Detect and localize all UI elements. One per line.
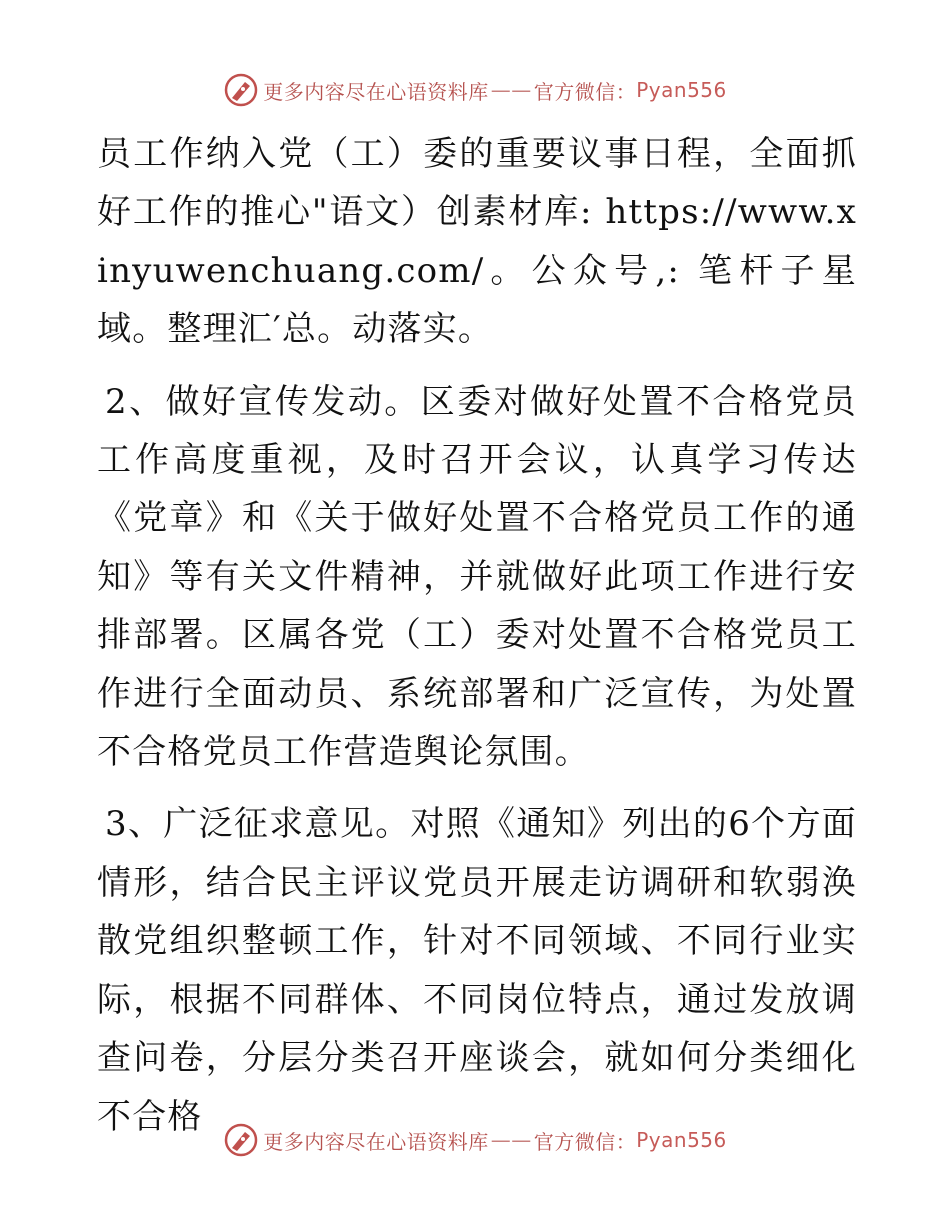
pen-nib-logo-icon	[223, 1122, 259, 1158]
pen-nib-logo-icon	[223, 72, 259, 108]
watermark-separator: ——	[490, 1128, 532, 1152]
document-body	[97, 125, 857, 1146]
paragraph-2: 2、做好宣传发动。区委对做好处置不合格党员工作高度重视，及时召开会议，认真学习传达《党章》和《关于做好处置不合格党员工作的通知》等有关文件精神，并就做好此项工作进行安排部署。区属各党（工）委对处置不合格党员工作进行全面动员、系统部署和广泛宣传，为处置不合格党员工作营造舆论氛围。	[97, 381, 857, 773]
paragraph-3: 3、广泛征求意见。对照《通知》列出的6个方面情形，结合民主评议党员开展走访调研和软弱涣散党组织整顿工作，针对不同领域、不同行业实际，根据不同群体、不同岗位特点，通过发放调查问卷，分层分类召开座谈会，就如何分类细化不合格	[97, 804, 857, 1137]
header-watermark	[0, 70, 950, 110]
watermark-wechat-id: Pyan556	[636, 1128, 727, 1152]
watermark-wechat-label: 官方微信：	[533, 79, 637, 104]
watermark-text: 更多内容尽在心语资料库	[263, 1129, 489, 1154]
watermark-wechat-label: 官方微信：	[533, 1129, 637, 1154]
watermark-text: 更多内容尽在心语资料库	[263, 79, 489, 104]
watermark-separator: ——	[490, 78, 532, 102]
watermark-wechat-id: Pyan556	[636, 78, 727, 102]
footer-watermark	[0, 1120, 950, 1160]
paragraph-1: 员工作纳入党（工）委的重要议事日程，全面抓好工作的推心"语文）创素材库: https://www.xinyuwenchuang.com/。公众号,: 笔杆子星域。整理汇′总。动落实。	[97, 134, 857, 350]
